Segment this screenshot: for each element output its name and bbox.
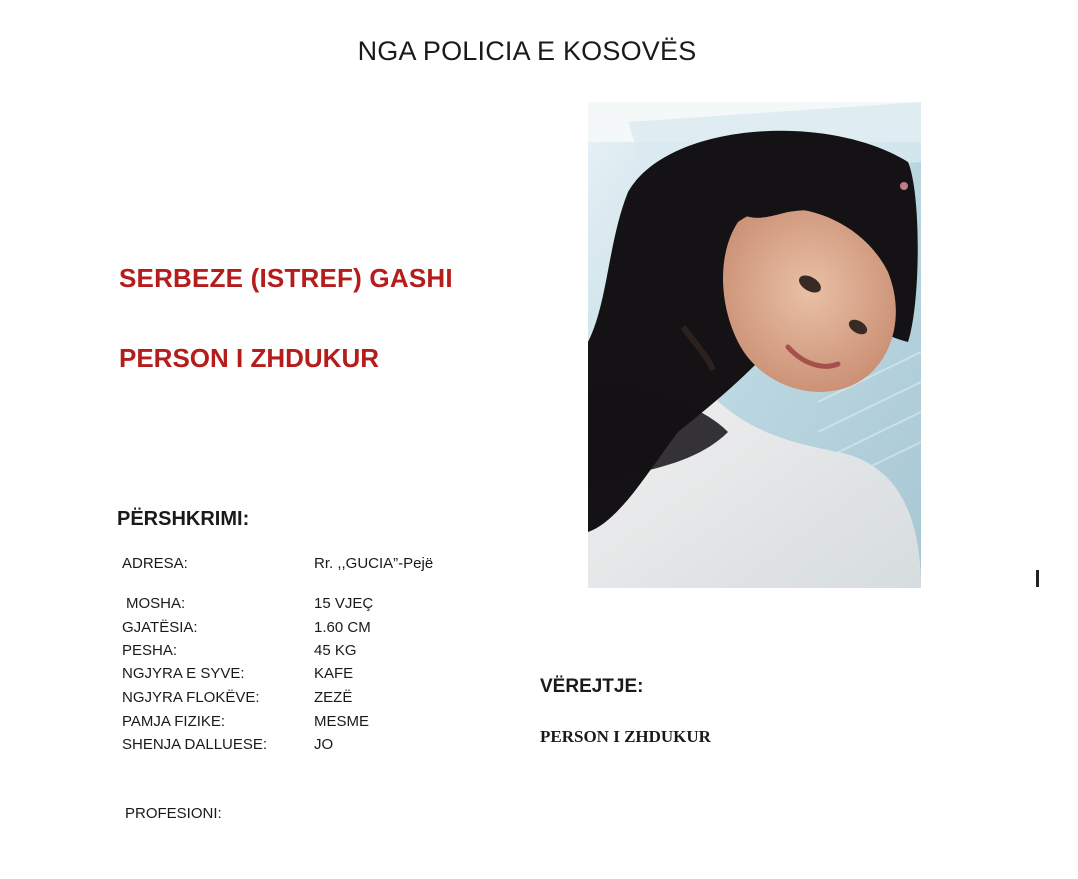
field-value-hair-color: ZEZË [314, 689, 353, 706]
page-edge-mark [1036, 570, 1039, 587]
remarks-heading: VËREJTJE: [540, 676, 644, 697]
person-name: SERBEZE (ISTREF) GASHI [119, 263, 453, 293]
field-label-hair-color: NGJYRA FLOKËVE: [122, 689, 260, 706]
person-photo [588, 102, 921, 588]
field-label-distinguishing-marks: SHENJA DALLUESE: [122, 736, 268, 753]
page-title: NGA POLICIA E KOSOVËS [357, 36, 697, 66]
field-label-profession: PROFESIONI: [125, 805, 222, 822]
field-label-height: GJATËSIA: [122, 619, 198, 636]
field-label-weight: PESHA: [122, 642, 178, 659]
field-value-build: MESME [314, 713, 370, 730]
field-label-build: PAMJA FIZIKE: [122, 713, 226, 730]
field-value-distinguishing-marks: JO [314, 736, 334, 753]
field-label-age: MOSHA: [126, 595, 186, 612]
remarks-text: PERSON I ZHDUKUR [540, 727, 711, 746]
description-heading: PËRSHKRIMI: [117, 508, 250, 530]
field-value-weight: 45 KG [314, 642, 357, 659]
photo-illustration [588, 102, 921, 588]
field-label-eye-color: NGJYRA E SYVE: [122, 665, 245, 682]
field-value-eye-color: KAFE [314, 665, 354, 682]
field-value-address: Rr. ,,GUCIA”-Pejë [314, 555, 434, 572]
field-value-height: 1.60 CM [314, 619, 371, 636]
field-label-address: ADRESA: [122, 555, 188, 572]
field-value-age: 15 VJEÇ [314, 595, 374, 612]
person-status: PERSON I ZHDUKUR [119, 343, 380, 373]
